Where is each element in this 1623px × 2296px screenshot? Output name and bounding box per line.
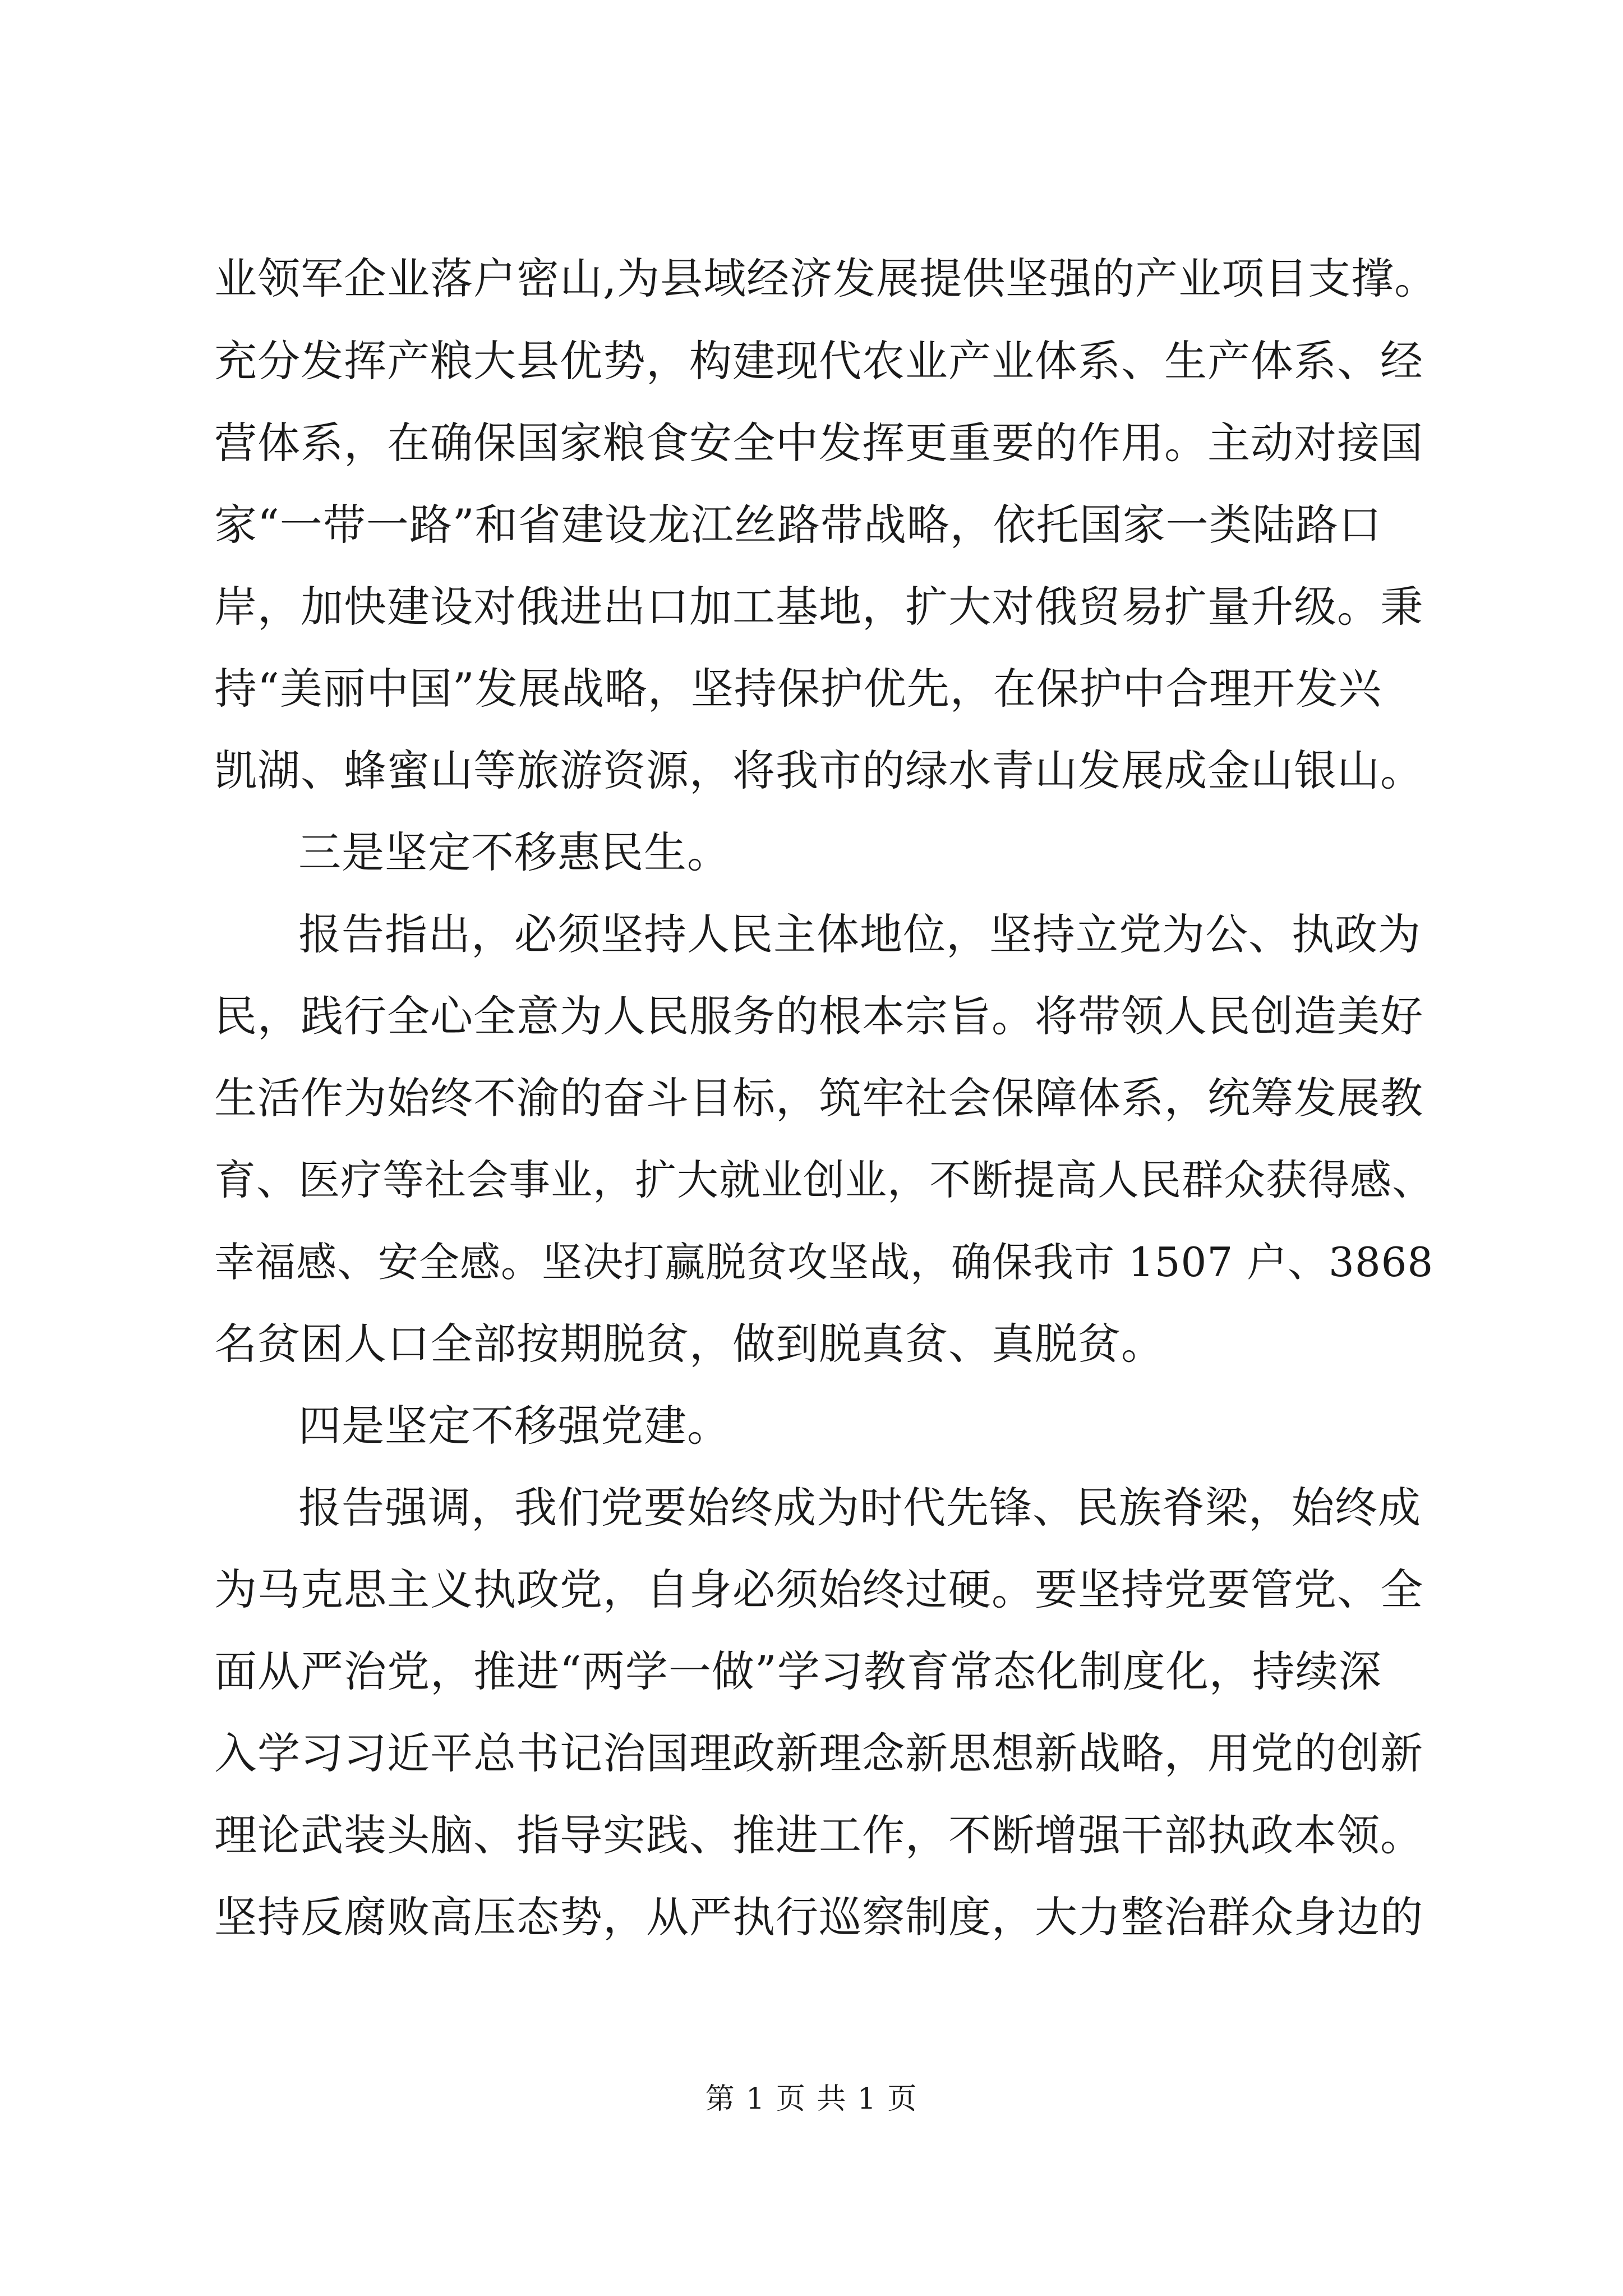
text-line: 充分发挥产粮大县优势，构建现代农业产业体系、生产体系、经 xyxy=(214,336,1423,386)
text-line: 名贫困人口全部按期脱贫，做到脱真贫、真脱贫。 xyxy=(214,1319,1164,1369)
text-line: 面从严治党，推进“两学一做”学习教育常态化制度化，持续深 xyxy=(214,1646,1382,1696)
text-line: 民，践行全心全意为人民服务的根本宗旨。将带领人民创造美好 xyxy=(214,991,1423,1041)
text-line: 坚持反腐败高压态势，从严执行巡察制度，大力整治群众身边的 xyxy=(214,1892,1423,1942)
text-line: 生活作为始终不渝的奋斗目标，筑牢社会保障体系，统筹发展教 xyxy=(214,1073,1423,1123)
text-line: 营体系，在确保国家粮食安全中发挥更重要的作用。主动对接国 xyxy=(214,418,1423,468)
paragraph-start: 报告指出，必须坚持人民主体地位，坚持立党为公、执政为 xyxy=(298,909,1421,959)
paragraph-start: 报告强调，我们党要始终成为时代先锋、民族脊梁，始终成 xyxy=(298,1483,1421,1533)
text-line: 持“美丽中国”发展战略，坚持保护优先，在保护中合理开发兴 xyxy=(214,664,1382,714)
section-heading: 三是坚定不移惠民生。 xyxy=(298,827,730,877)
text-line: 入学习习近平总书记治国理政新理念新思想新战略，用党的创新 xyxy=(214,1728,1423,1778)
text-line: 凯湖、蜂蜜山等旅游资源，将我市的绿水青山发展成金山银山。 xyxy=(214,746,1423,795)
page-footer: 第 1 页 共 1 页 xyxy=(705,2082,918,2116)
text-line: 业领军企业落户密山,为县域经济发展提供坚强的产业项目支撑。 xyxy=(214,254,1438,303)
text-line: 家“一带一路”和省建设龙江丝路带战略，依托国家一类陆路口 xyxy=(214,500,1382,550)
section-heading: 四是坚定不移强党建。 xyxy=(298,1401,730,1451)
text-line: 理论武装头脑、指导实践、推进工作，不断增强干部执政本领。 xyxy=(214,1810,1423,1860)
text-line: 为马克思主义执政党，自身必须始终过硬。要坚持党要管党、全 xyxy=(214,1565,1423,1614)
text-line: 幸福感、安全感。坚决打赢脱贫攻坚战，确保我市 1507 户、3868 xyxy=(214,1239,1434,1286)
text-line: 岸，加快建设对俄进出口加工基地，扩大对俄贸易扩量升级。秉 xyxy=(214,582,1423,632)
text-line: 育、医疗等社会事业，扩大就业创业，不断提高人民群众获得感、 xyxy=(214,1156,1434,1204)
